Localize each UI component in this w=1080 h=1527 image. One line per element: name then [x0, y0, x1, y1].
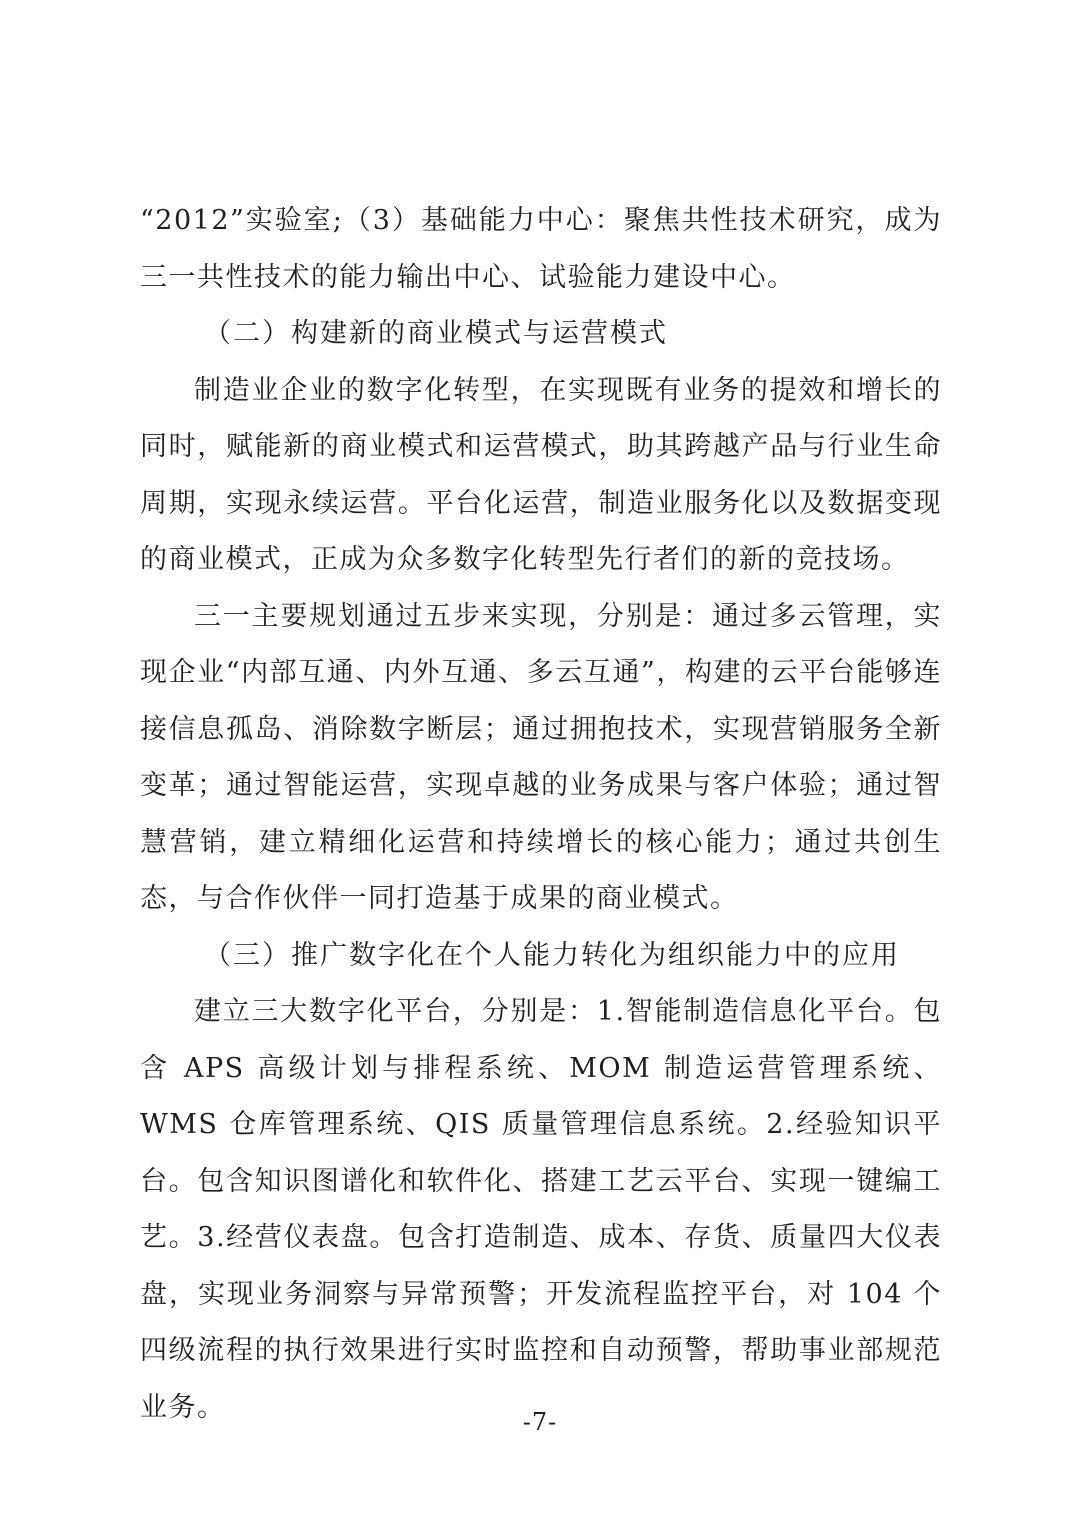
paragraph-three-platforms: 建立三大数字化平台，分别是：1.智能制造信息化平台。包含 APS 高级计划与排程系统、MOM 制造运营管理系统、WMS 仓库管理系统、QIS 质量管理信息系统。2.经验知识平台。包含知识图谱化和软件化、搭建工艺云平台、实现一键编工艺。3.经营仪表盘。包含打造制造、成本、存货、质量四大仪表盘，实现业务洞察与异常预警；开发流程监控平台，对 104 个四级流程的执行效果进行实时监控和自动预警，帮助事业部规范业务。	[140, 996, 942, 1423]
page-number: -7-	[522, 1408, 558, 1436]
paragraph-business-model: 制造业企业的数字化转型，在实现既有业务的提效和增长的同时，赋能新的商业模式和运营模式，助其跨越产品与行业生命周期，实现永续运营。平台化运营，制造业服务化以及数据变现的商业模式，正成为众多数字化转型先行者们的新的竞技场。	[140, 374, 942, 575]
document-body	[140, 193, 942, 1436]
paragraph-five-steps: 三一主要规划通过五步来实现，分别是：通过多云管理，实现企业“内部互通、内外互通、多云互通”，构建的云平台能够连接信息孤岛、消除数字断层；通过拥抱技术，实现营销服务全新变革；通过智能运营，实现卓越的业务成果与客户体验；通过智慧营销，建立精细化运营和持续增长的核心能力；通过共创生态，与合作伙伴一同打造基于成果的商业模式。	[140, 600, 942, 914]
section-heading-3: （三）推广数字化在个人能力转化为组织能力中的应用	[204, 939, 900, 971]
paragraph-continuation: “2012”实验室;（3）基础能力中心：聚焦共性技术研究，成为三一共性技术的能力输出中心、试验能力建设中心。	[140, 205, 942, 293]
section-heading-2: （二）构建新的商业模式与运营模式	[204, 318, 668, 349]
